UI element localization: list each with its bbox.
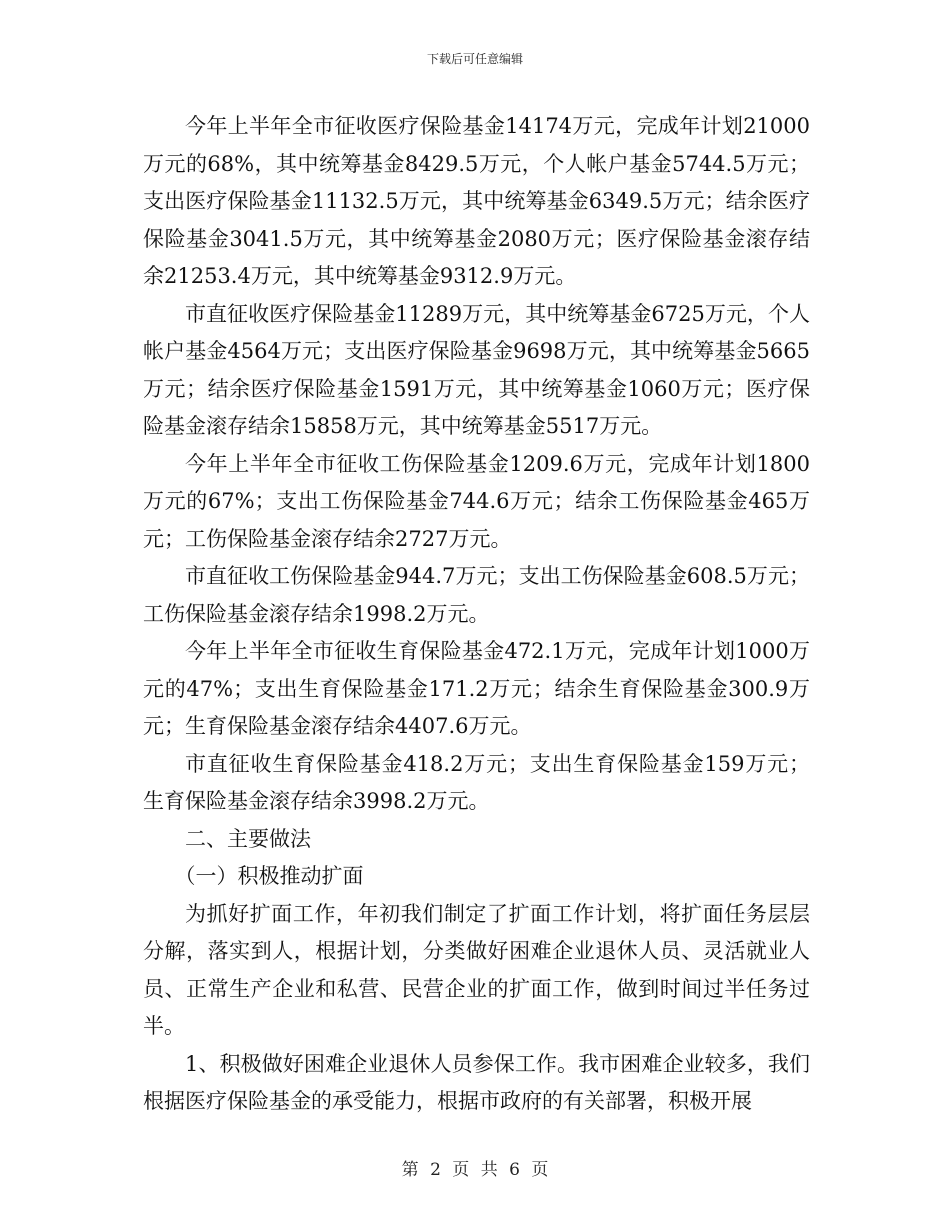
paragraph: 市直征收生育保险基金418.2万元；支出生育保险基金159万元；生育保险基金滚存结余3998.2万元。 bbox=[143, 751, 810, 813]
document-body bbox=[143, 108, 810, 1121]
paragraph: 今年上半年全市征收工伤保险基金1209.6万元，完成年计划1800万元的67%；支出工伤保险基金744.6万元；结余工伤保险基金465万元；工伤保险基金滚存结余2727万元。 bbox=[143, 451, 810, 551]
paragraph: 今年上半年全市征收生育保险基金472.1万元，完成年计划1000万元的47%；支出生育保险基金171.2万元；结余生育保险基金300.9万元；生育保险基金滚存结余4407.6万元。 bbox=[143, 639, 810, 738]
paragraph: 1、积极做好困难企业退休人员参保工作。我市困难企业较多，我们根据医疗保险基金的承受能力，根据市政府的有关部署，积极开展 bbox=[143, 1051, 810, 1113]
subsection-heading: （一）积极推动扩面 bbox=[174, 864, 364, 888]
paragraph: 为抓好扩面工作，年初我们制定了扩面工作计划，将扩面任务层层分解，落实到人，根据计划，分类做好困难企业退休人员、灵活就业人员、正常生产企业和私营、民营企业的扩面工作，做到时间过半任务过半。 bbox=[143, 901, 810, 1038]
page-header: 下载后可任意编辑 bbox=[426, 52, 523, 66]
page-number: 第 2 页 共 6 页 bbox=[401, 1160, 549, 1180]
section-heading: 二、主要做法 bbox=[185, 826, 311, 851]
paragraph: 今年上半年全市征收医疗保险基金14174万元，完成年计划21000万元的68%，其中统筹基金8429.5万元，个人帐户基金5744.5万元；支出医疗保险基金11132.5万元，其中统筹基金6349.5万元；结余医疗保险基金3041.5万元，其中统筹基金2080万元；医疗保险基金滚存结余21253.4万元，其中统筹基金9312.9万元。 bbox=[143, 114, 810, 288]
paragraph: 市直征收医疗保险基金11289万元，其中统筹基金6725万元，个人帐户基金4564万元；支出医疗保险基金9698万元，其中统筹基金5665万元；结余医疗保险基金1591万元，其中统筹基金1060万元；医疗保险基金滚存结余15858万元，其中统筹基金5517万元。 bbox=[143, 301, 810, 438]
paragraph: 市直征收工伤保险基金944.7万元；支出工伤保险基金608.5万元；工伤保险基金滚存结余1998.2万元。 bbox=[143, 564, 810, 626]
